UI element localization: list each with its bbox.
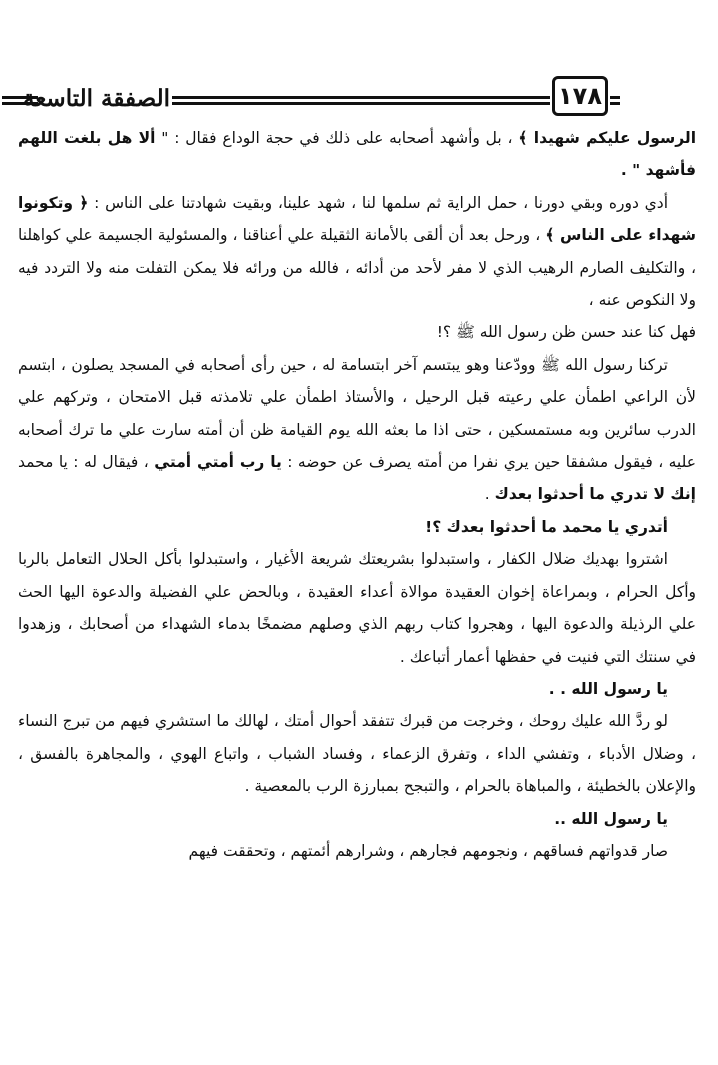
paragraph (18, 349, 696, 511)
text-segment: ، فيقال له : يا محمد (18, 453, 155, 472)
text-segment: أدي دوره وبقي دورنا ، حمل الراية ثم سلمها لنا ، شهد علينا، وبقيت شهادتنا على الناس : (88, 193, 669, 212)
text-segment: ، بل وأشهد أصحابه على ذلك في حجة الوداع فقال : " (155, 129, 519, 147)
bold-text-segment: يا رب أمتي أمتي (154, 453, 282, 472)
bold-text-segment: ألا هل بلغت اللهم فأشهد " . (18, 129, 696, 180)
text-segment: ، ورحل بعد أن ألقى بالأمانة الثقيلة علي أعناقنا ، والمسئولية الجسيمة علي كواهلنا ، والتكليف الصارم الرهيب الذي لا مفر لأحد من أدائه ، فالله من ورائه فلا يمكن التفلت منه ولا التردد فيه ولا النكوص عنه ، (18, 226, 696, 310)
body-text (18, 122, 696, 867)
paragraph (18, 673, 696, 705)
text-segment: تركنا رسول الله ﷺ وودّعنا وهو يبتسم آخر ابتسامة له ، حين رأى أصحابه في المسجد يصلون ، ابتسم لأن الراعي اطمأن علي رعيته قبل الرحيل ، والأستاذ اطمأن علي تلامذته قبل الامتحان ، وتركهم علي الدرب سائرين وبه مستمسكين ، حتى اذا ما بعثه الله يوم القيامة ظن أن أمته سارت علي ما ترك أصحابه عليه ، فيقول مشفقا حين يري نفرا من أمته يصرف عن حوضه : (18, 355, 696, 472)
page-number: ١٧٨ (552, 76, 608, 116)
text-segment: لو ردَّ الله عليك روحك ، وخرجت من قبرك تتفقد أحوال أمتك ، لهالك ما استشري فيهم من تبرج النساء ، وضلال الأدباء ، وتفشي الداء ، وتفرق الزعماء ، وفساد الشباب ، واتباع الهوي ، والمجاهرة بالفسق ، والإعلان بالخطيئة ، والمباهاة بالحرام ، والتبجح بمبارزة الرب بالمعصية . (18, 712, 696, 796)
bold-text-segment: يا رسول الله .. (554, 809, 668, 828)
header-rule-right (610, 96, 620, 105)
running-header (0, 76, 718, 122)
bold-text-segment: يا رسول الله . . (548, 679, 668, 698)
text-segment: صار قدواتهم فساقهم ، ونجومهم فجارهم ، وشرارهم أئمتهم ، وتحققت فيهم (188, 841, 668, 860)
paragraph (18, 316, 696, 348)
paragraph (18, 122, 696, 187)
paragraph (18, 803, 696, 835)
paragraph (18, 187, 696, 317)
paragraph (18, 705, 696, 802)
bold-text-segment: أتدري يا محمد ما أحدثوا بعدك ؟! (425, 517, 668, 536)
text-segment: اشتروا بهديك ضلال الكفار ، واستبدلوا بشريعتك شريعة الأغيار ، واستبدلوا بأكل الحلال التعامل بالربا وأكل الحرام ، وبمراعاة إخوان العقيدة موالاة أعداء العقيدة ، وبالحض علي الفضيلة والدعوة اليها الحث علي الرذيلة والدعوة اليها ، وهجروا كتاب ربهم الذي وصلهم مضمخًا بدماء الشهداء من أصحابك ، وزهدوا في سنتك التي فنيت في حفظها أعمار أتباعك . (18, 550, 696, 666)
chapter-title: الصفقة التاسعة (23, 85, 170, 112)
header-rule-middle (172, 96, 550, 105)
bold-text-segment: إنك لا تدري ما أحدثوا بعدك (494, 485, 696, 504)
text-segment: فهل كنا عند حسن ظن رسول الله ﷺ ؟! (436, 323, 696, 342)
bold-text-segment: الرسول عليكم شهيدا ﴾ (518, 129, 697, 147)
paragraph (18, 835, 696, 867)
paragraph (18, 511, 696, 543)
bold-text-segment: ﴿ وتكونوا شهداء على الناس ﴾ (18, 193, 696, 245)
text-segment: . (484, 485, 495, 504)
paragraph (18, 543, 696, 673)
